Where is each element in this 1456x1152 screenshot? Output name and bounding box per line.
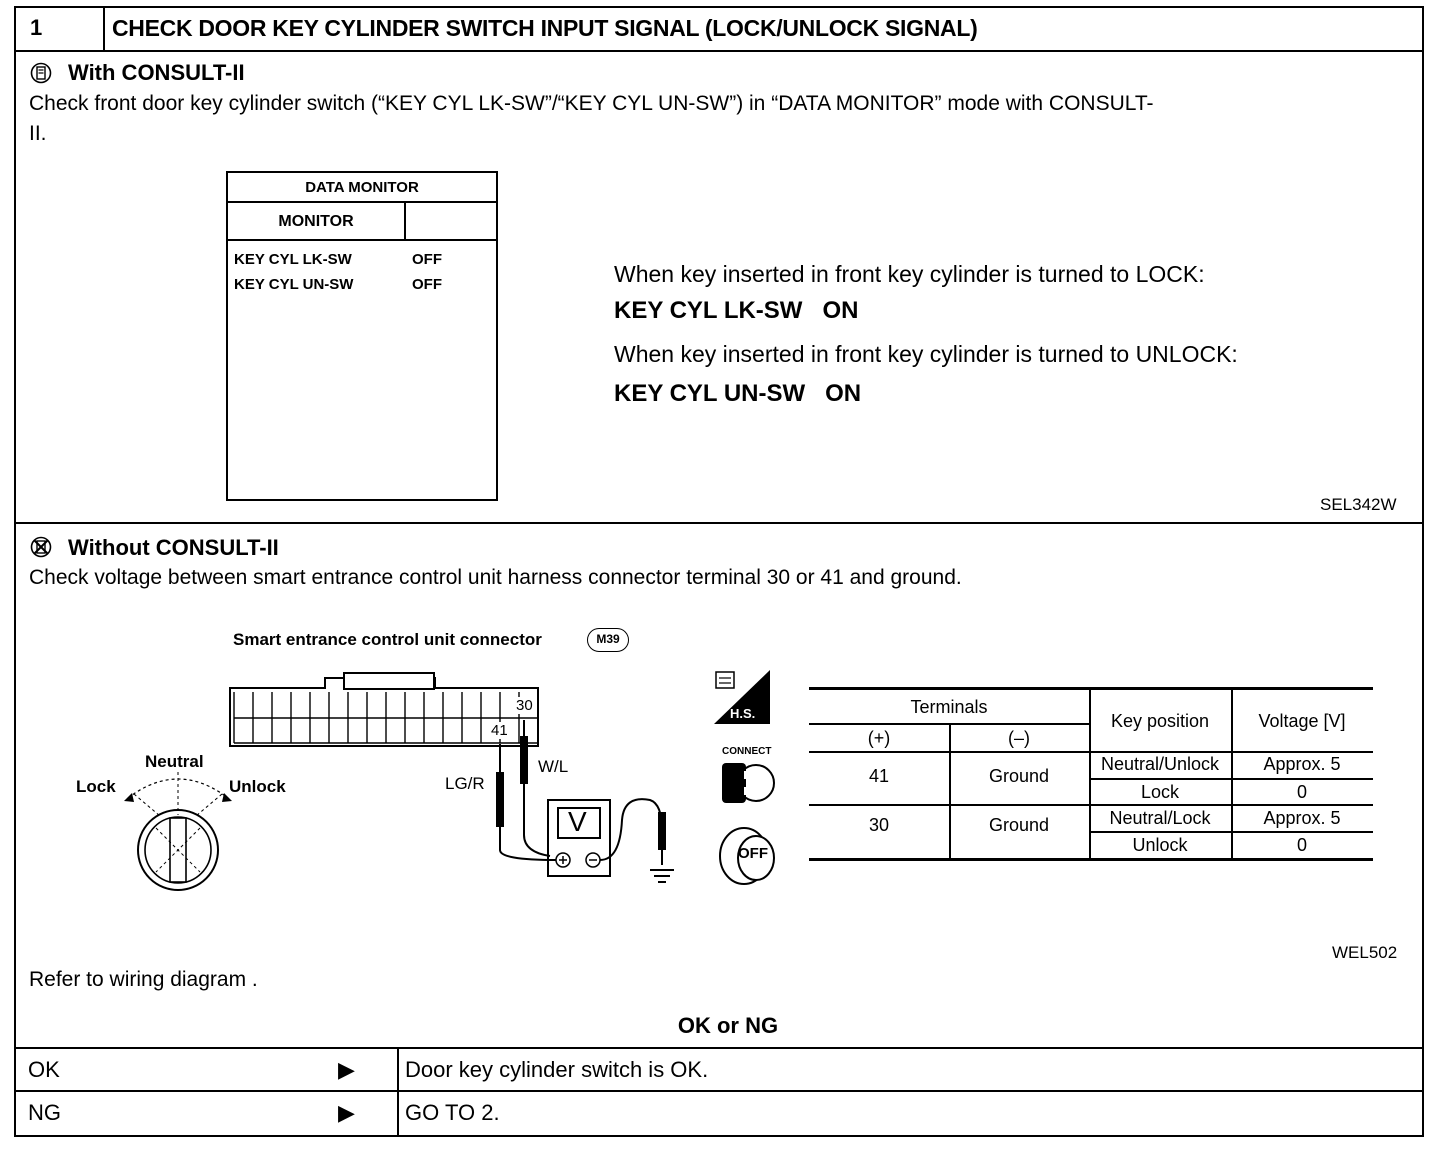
terminal-plus-cell: 41 <box>868 766 890 786</box>
consult-instruction-line1: Check front door key cylinder switch (“KEY CYL LK-SW”/“KEY CYL UN-SW”) in “DATA MONITOR” mode with CONSULT- <box>29 92 1154 115</box>
result-ng-action[interactable]: GO TO 2. <box>405 1100 500 1125</box>
table-rule <box>809 804 1373 806</box>
wire-wl-label: W/L <box>538 757 569 776</box>
data-monitor-column: MONITOR <box>278 213 354 230</box>
arrow-right-icon: ▶ <box>338 1057 355 1082</box>
monitor-item-value: OFF <box>412 251 442 268</box>
monitor-item-name: KEY CYL LK-SW <box>234 251 352 268</box>
figure-code-consult: SEL342W <box>1320 495 1397 514</box>
voltage-cell: 0 <box>1296 835 1307 855</box>
condition-unlock: When key inserted in front key cylinder is turned to UNLOCK: <box>614 341 1238 367</box>
table-rule <box>809 751 1373 753</box>
connect-label: CONNECT <box>722 746 772 757</box>
result-divider-middle <box>14 1090 1424 1092</box>
off-label: OFF <box>738 845 768 862</box>
data-monitor-col-divider <box>404 201 406 239</box>
wire-lgr-label: LG/R <box>445 774 485 793</box>
key-position-cell: Lock <box>1140 782 1180 802</box>
decision-title: OK or NG <box>677 1013 779 1038</box>
step-number: 1 <box>30 15 43 40</box>
voltage-cell: 0 <box>1296 782 1307 802</box>
terminals-header: Terminals <box>910 697 988 717</box>
connector-id-badge: M39 <box>587 628 629 652</box>
section-divider <box>14 522 1424 524</box>
table-rule <box>809 687 1373 690</box>
with-consult-heading: With CONSULT-II <box>68 60 245 85</box>
terminal-plus-cell: 30 <box>868 815 890 835</box>
consult-device-icon <box>30 62 52 89</box>
no-consult-icon <box>30 536 52 563</box>
voltage-cell: Approx. 5 <box>1263 754 1341 774</box>
key-position-cell: Neutral/Unlock <box>1100 754 1220 774</box>
data-monitor-rule-2 <box>228 239 496 241</box>
condition-lock: When key inserted in front key cylinder is turned to LOCK: <box>614 261 1205 287</box>
voltmeter-label: V <box>568 806 587 837</box>
data-monitor-rule <box>228 201 496 203</box>
refer-wiring-link[interactable]: Refer to wiring diagram . <box>29 968 258 991</box>
key-neutral-label: Neutral <box>145 752 204 771</box>
step-title: CHECK DOOR KEY CYLINDER SWITCH INPUT SIGNAL (LOCK/UNLOCK SIGNAL) <box>112 15 978 41</box>
minus-header: (–) <box>1008 728 1030 748</box>
voltage-cell: Approx. 5 <box>1263 808 1341 828</box>
connect-icon <box>716 757 778 814</box>
title-divider <box>14 50 1424 52</box>
voltage-instruction: Check voltage between smart entrance control unit harness connector terminal 30 or 41 and ground. <box>29 566 962 589</box>
terminal-minus-cell: Ground <box>988 766 1050 786</box>
data-monitor-title: DATA MONITOR <box>305 179 419 196</box>
result-column-divider <box>397 1047 399 1137</box>
table-rule <box>809 858 1373 861</box>
key-lock-label: Lock <box>76 777 116 796</box>
plus-header: (+) <box>867 728 891 748</box>
consult-instruction-line2: II. <box>29 122 47 145</box>
key-position-header: Key position <box>1110 711 1210 731</box>
terminal-30-label: 30 <box>516 697 533 714</box>
result-lock: KEY CYL LK-SW ON <box>614 297 859 324</box>
result-ok-action: Door key cylinder switch is OK. <box>405 1057 709 1082</box>
key-unlock-label: Unlock <box>229 777 286 796</box>
connector-label: Smart entrance control unit connector <box>233 630 542 649</box>
result-ok-label: OK <box>28 1057 60 1082</box>
step-number-divider <box>103 6 105 51</box>
harness-side-icon <box>712 668 772 731</box>
key-position-cell: Neutral/Lock <box>1109 808 1211 828</box>
monitor-item-value: OFF <box>412 276 442 293</box>
data-monitor-screen <box>226 171 498 501</box>
figure-code-wiring: WEL502 <box>1332 943 1398 962</box>
arrow-right-icon: ▶ <box>338 1100 355 1125</box>
voltage-header: Voltage [V] <box>1258 711 1346 731</box>
hs-label: H.S. <box>730 706 756 721</box>
result-ng-label: NG <box>28 1100 61 1125</box>
result-unlock: KEY CYL UN-SW ON <box>614 380 862 407</box>
without-consult-heading: Without CONSULT-II <box>68 535 279 560</box>
terminal-41-label: 41 <box>491 722 508 739</box>
terminal-minus-cell: Ground <box>988 815 1050 835</box>
result-divider-top <box>14 1047 1424 1049</box>
connector-diagram <box>60 660 700 900</box>
monitor-item-name: KEY CYL UN-SW <box>234 276 354 293</box>
key-position-cell: Unlock <box>1132 835 1188 855</box>
